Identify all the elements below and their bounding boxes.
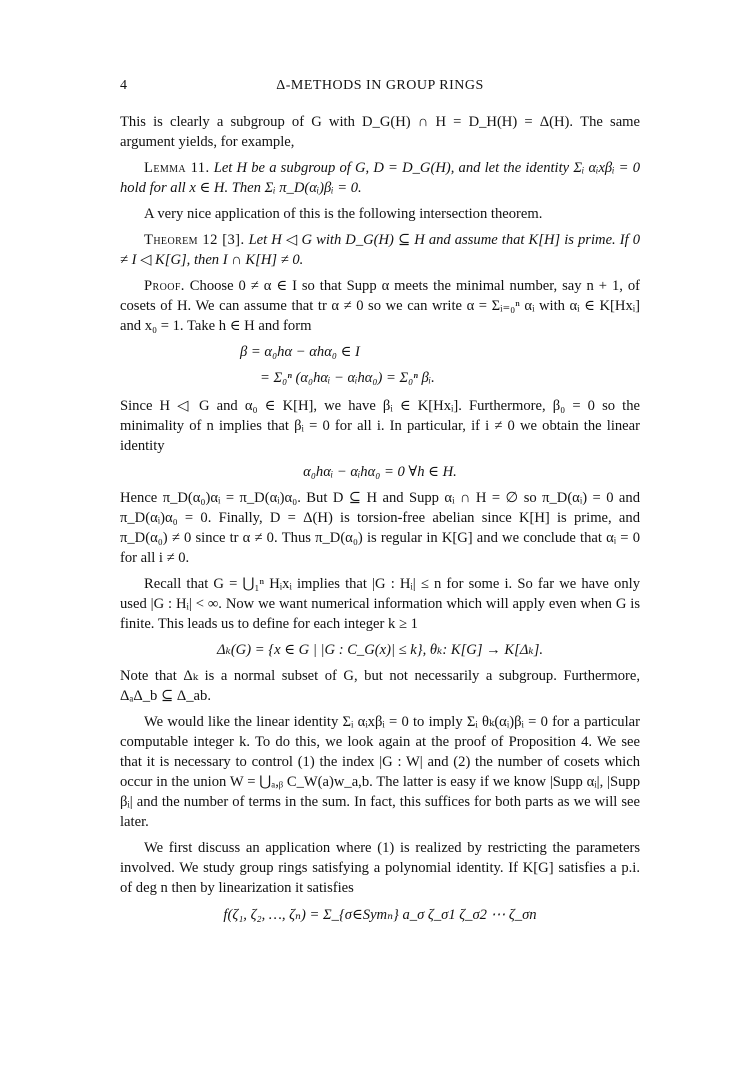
- equation-line: = Σ₀ⁿ (α₀hαᵢ − αᵢhα₀) = Σ₀ⁿ βᵢ.: [260, 370, 435, 386]
- theorem-12: [120, 230, 640, 270]
- proof-text: Choose 0 ≠ α ∈ I so that Supp α meets the minimal number, say n + 1, of cosets of H. We can assume that tr α ≠ 0 so we can write α = Σᵢ₌₀ⁿ αᵢ with αᵢ ∈ K[Hxᵢ] and x₀ = 1. Take h ∈ H and form: [120, 278, 640, 334]
- proof-paragraph: [120, 276, 640, 336]
- paragraph: Recall that G = ⋃₁ⁿ Hᵢxᵢ implies that |G : Hᵢ| ≤ n for some i. So far we have only used |G : Hᵢ| < ∞. Now we want numerical information which will apply even when G is finite. This leads us to define for each integer k ≥ 1: [120, 576, 640, 632]
- lemma-label: Lemma 11.: [144, 160, 210, 176]
- paragraph: We would like the linear identity Σᵢ αᵢxβᵢ = 0 to imply Σᵢ θₖ(αᵢ)βᵢ = 0 for a particular computable integer k. To do this, we look again at the proof of Proposition 4. We see that it is necessary to control (1) the index |G : W| and (2) the number of cosets which occur in the union W = ⋃ₐ,ᵦ C_W(a)w_a,b. The latter is easy if we know |Supp αᵢ|, |Supp βᵢ| and the number of terms in the sum. In fact, this suffices for both parts as we will see later.: [120, 714, 640, 830]
- display-equation-linear-identity: α₀hαᵢ − αᵢhα₀ = 0 ∀h ∈ H.: [303, 464, 457, 480]
- display-equation-polynomial: f(ζ₁, ζ₂, …, ζₙ) = Σ_{σ∈Symₙ} a_σ ζ_σ1 ζ_σ2 ⋯ ζ_σn: [223, 907, 537, 923]
- display-equation-beta: [120, 342, 640, 388]
- theorem-statement: Let H ◁ G with D_G(H) ⊆ H and assume that K[H] is prime. If 0 ≠ I ◁ K[G], then I ∩ K[H] ≠ 0.: [120, 232, 640, 268]
- equation-line: β = α₀hα − αhα₀ ∈ I: [240, 344, 360, 360]
- paragraph: A very nice application of this is the following intersection theorem.: [144, 206, 543, 222]
- proof-paragraph: Since H ◁ G and α₀ ∈ K[H], we have βᵢ ∈ K[Hxᵢ]. Furthermore, β₀ = 0 so the minimality of n implies that βᵢ = 0 for all i. In particular, if i ≠ 0 we obtain the linear identity: [120, 398, 640, 454]
- paragraph: Note that Δₖ is a normal subset of G, but not necessarily a subgroup. Furthermore, ΔₐΔ_b ⊆ Δ_ab.: [120, 668, 640, 704]
- theorem-label: Theorem 12 [3].: [144, 232, 245, 248]
- page-body: [120, 112, 640, 932]
- lemma-11: [120, 158, 640, 198]
- page-header: [120, 78, 640, 98]
- paragraph: This is clearly a subgroup of G with D_G(H) ∩ H = D_H(H) = Δ(H). The same argument yields, for example,: [120, 114, 640, 150]
- lemma-statement: Let H be a subgroup of G, D = D_G(H), and let the identity Σᵢ αᵢxβᵢ = 0 hold for all x ∈ H. Then Σᵢ π_D(αᵢ)βᵢ = 0.: [120, 160, 641, 196]
- proof-paragraph: Hence π_D(α₀)αᵢ = π_D(αᵢ)α₀. But D ⊆ H and Supp αᵢ ∩ H = ∅ so π_D(αᵢ) = 0 and π_D(αᵢ)α₀ = 0. Finally, D = Δ(H) is torsion-free abelian since K[H] is prime, and π_D(α₀) ≠ 0 since tr α ≠ 0. Thus π_D(α₀) is regular in K[G] and we conclude that αᵢ = 0 for all i ≠ 0.: [120, 490, 640, 566]
- page-number: 4: [120, 78, 128, 93]
- running-title: Δ-METHODS IN GROUP RINGS: [276, 78, 484, 93]
- display-equation-delta: Δₖ(G) = {x ∈ G | |G : C_G(x)| ≤ k}, θₖ: K[G] → K[Δₖ].: [216, 642, 544, 658]
- paragraph: We first discuss an application where (1) is realized by restricting the parameters involved. We study group rings satisfying a polynomial identity. If K[G] satisfies a p.i. of deg n then by linearization it satisfies: [120, 840, 640, 896]
- proof-label: Proof.: [144, 278, 185, 294]
